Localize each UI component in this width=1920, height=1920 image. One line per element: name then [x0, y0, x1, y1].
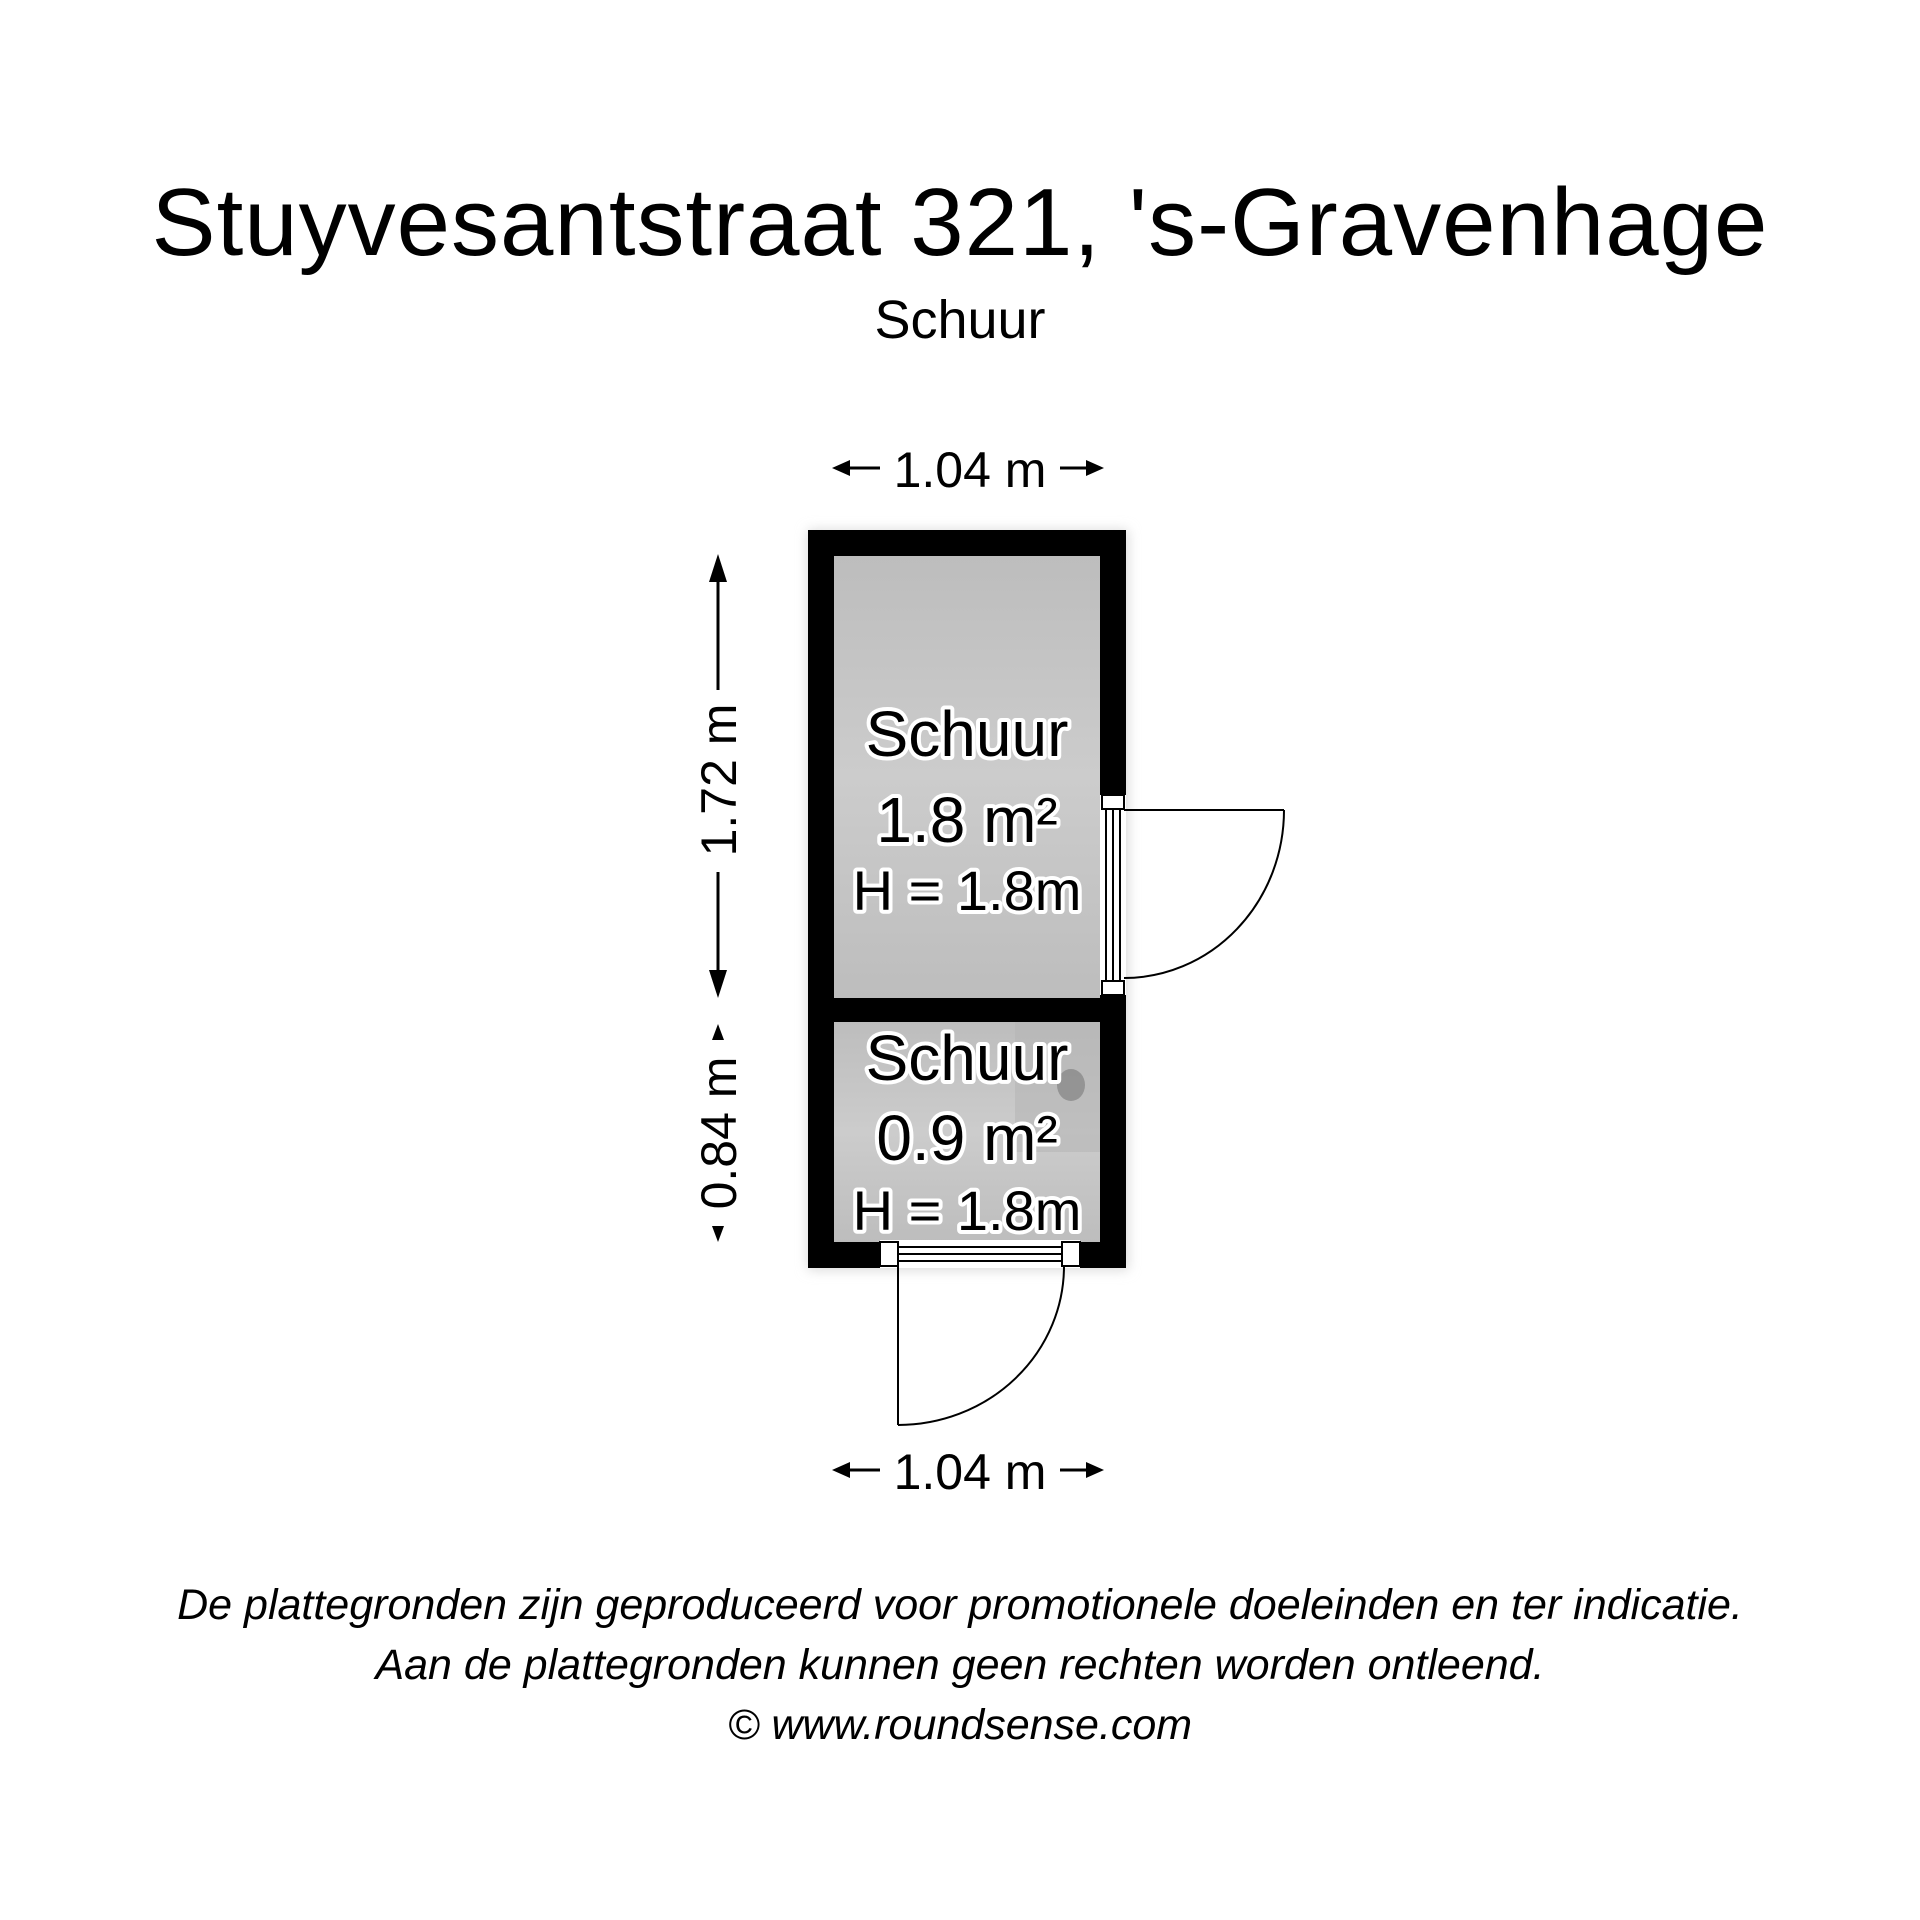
dimension-upper-height [691, 554, 747, 998]
door-bottom [880, 1240, 1080, 1425]
room-name: Schuur [865, 698, 1069, 770]
room-area: 1.8 m² [876, 784, 1058, 856]
room-label-upper [853, 698, 1082, 922]
dimension-label: 1.72 m [691, 703, 747, 857]
room-area: 0.9 m² [876, 1102, 1058, 1174]
dimension-label: 0.84 m [691, 1056, 747, 1210]
room-height: H = 1.8m [852, 1179, 1082, 1242]
dimension-top-width [832, 442, 1104, 498]
page-subtitle: Schuur [874, 290, 1046, 350]
room-floor-upper [834, 556, 1100, 998]
disclaimer-line-3: © www.roundsense.com [727, 1701, 1193, 1749]
disclaimer-line-2: Aan de plattegronden kunnen geen rechten worden ontleend. [375, 1641, 1545, 1689]
dimension-label: 1.04 m [893, 1444, 1047, 1500]
disclaimer [0, 1575, 1920, 1755]
page-title: Stuyvesantstraat 321, 's-Gravenhage [151, 169, 1769, 276]
disclaimer-line-1: De plattegronden zijn geproduceerd voor promotionele doeleinden en ter indicatie. [177, 1581, 1743, 1629]
room-name: Schuur [865, 1022, 1069, 1094]
dimension-label: 1.04 m [893, 442, 1047, 498]
room-height: H = 1.8m [852, 859, 1082, 922]
dimension-bottom-width [832, 1444, 1104, 1500]
room-label-lower [853, 1022, 1082, 1242]
dimension-lower-height [691, 1024, 747, 1242]
